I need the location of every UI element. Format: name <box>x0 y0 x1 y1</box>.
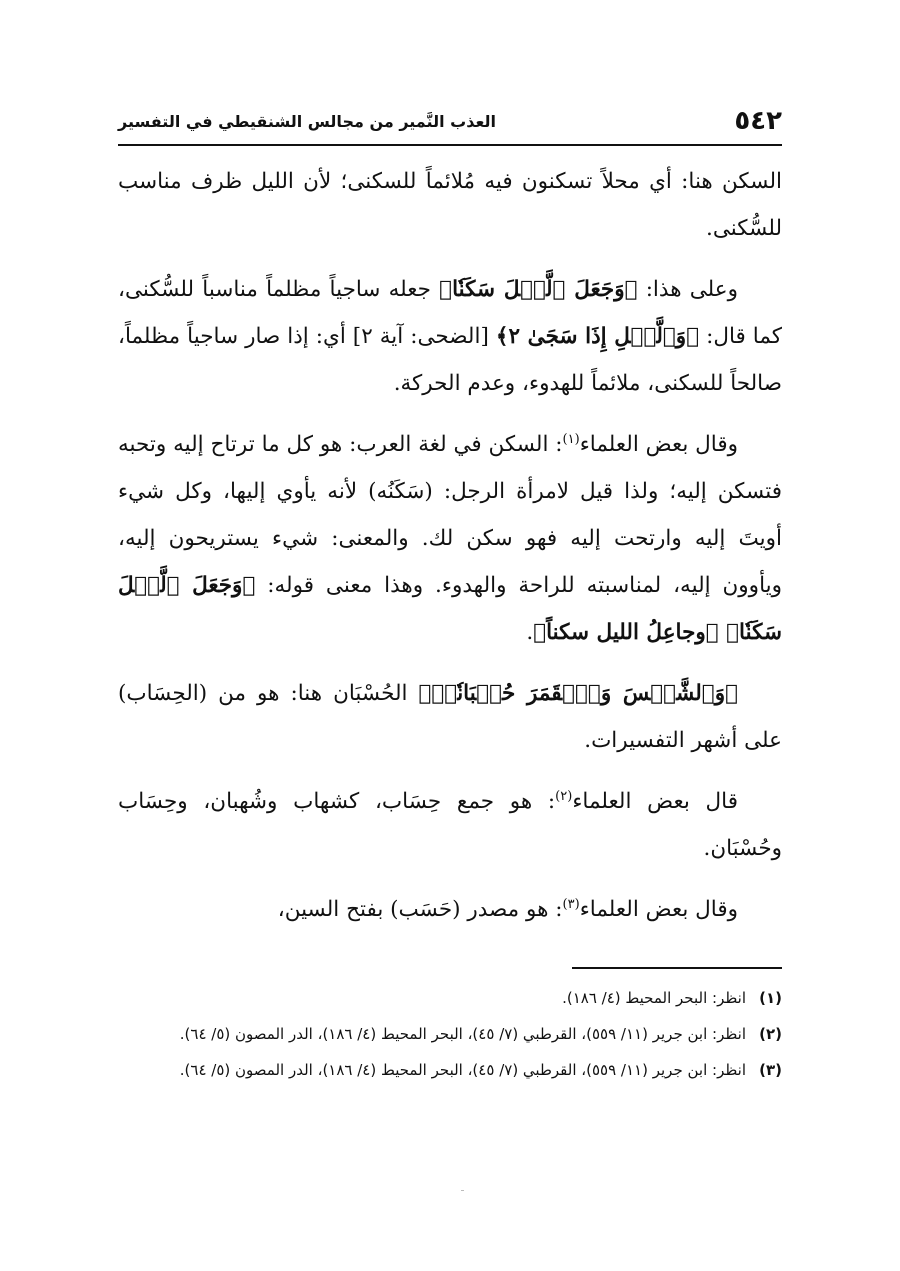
paragraph-3-end: . <box>526 620 534 645</box>
footnote-text: انظر: ابن جرير (١١/ ٥٥٩)، القرطبي (٧/ ٤٥)، البحر المحيط (٤/ ١٨٦)، الدر المصون (٥/ ٦٤). <box>179 1061 746 1079</box>
footnote-1 <box>118 982 782 1014</box>
footnote-ref-3[interactable]: (٣) <box>562 896 580 912</box>
page-header <box>118 98 782 146</box>
footnote-ref-1[interactable]: (١) <box>562 431 580 447</box>
footnote-number: (١) <box>759 989 782 1007</box>
main-text <box>118 158 782 947</box>
quran-quote: ﴿وَجَعَلَ ٱلَّيۡلَ سَكَنٗا﴾ <box>118 573 782 645</box>
footnotes <box>118 982 782 1090</box>
paragraph-5-text: : هو جمع حِسَاب، كشهاب وشُهبان، وحِسَاب وحُسْبَان. <box>118 789 782 861</box>
paragraph-4 <box>118 670 782 764</box>
paragraph-6-text: : هو مصدر (حَسَب) بفتح السين، <box>277 897 563 922</box>
page-number: ٥٤٢ <box>734 106 782 136</box>
quran-quote: ﴿وَٱلَّيۡلِ إِذَا سَجَىٰ ٢﴾ <box>495 324 700 349</box>
paragraph-5 <box>118 778 782 872</box>
paragraph-2 <box>118 266 782 407</box>
paragraph-3-text: : السكن في لغة العرب: هو كل ما ترتاح إليه وتحبه فتسكن إليه؛ ولذا قيل لامرأة الرجل: (سَكَنُه) لأنه يأوي إليها، وكل شيء أويتَ إليه وارتحت إليه فهو سكن لك. والمعنى: شيء يستريحون إليه، ويأوون إليه، لمناسبته للراحة والهدوء. وهذا معنى قوله: <box>118 432 782 598</box>
footnote-text: انظر: البحر المحيط (٤/ ١٨٦). <box>562 989 746 1007</box>
paragraph-4-text: الحُسْبَان هنا: هو من (الحِسَاب) على أشهر التفسيرات. <box>118 681 782 753</box>
footnote-3 <box>118 1054 782 1086</box>
scan-speck <box>461 1190 464 1191</box>
footnote-2 <box>118 1018 782 1050</box>
paragraph-2-tail: [الضحى: آية ٢] أي: إذا صار ساجياً مظلماً، صالحاً للسكنى، ملائماً للهدوء، وعدم الحركة. <box>118 324 782 396</box>
paragraph-1-text: السكن هنا: أي محلاً تسكنون فيه مُلائماً للسكنى؛ لأن الليل ظرف مناسب للسُّكنى. <box>118 169 782 241</box>
paragraph-5-lead: قال بعض العلماء <box>572 789 738 814</box>
footnote-number: (٣) <box>759 1061 782 1079</box>
quran-quote: ﴿وجاعِلُ الليل سكناً﴾ <box>533 620 727 645</box>
paragraph-3-lead: وقال بعض العلماء <box>579 432 738 457</box>
paragraph-2-text: جعله ساجياً مظلماً مناسباً للسُّكنى، كما قال: <box>118 277 782 349</box>
quran-quote: ﴿وَجَعَلَ ٱلَّيۡلَ سَكَنٗا﴾ <box>439 277 638 302</box>
footnote-ref-2[interactable]: (٢) <box>555 788 573 804</box>
quran-quote: ﴿وَٱلشَّمۡسَ وَٱلۡقَمَرَ حُسۡبَانٗاۚ﴾ <box>418 681 738 706</box>
footnote-text: انظر: ابن جرير (١١/ ٥٥٩)، القرطبي (٧/ ٤٥)، البحر المحيط (٤/ ١٨٦)، الدر المصون (٥/ ٦٤). <box>179 1025 746 1043</box>
paragraph-6 <box>118 886 782 933</box>
paragraph-2-lead: وعلى هذا: <box>637 277 738 302</box>
footnote-divider <box>572 967 782 969</box>
paragraph-1 <box>118 158 782 252</box>
footnote-number: (٢) <box>759 1025 782 1043</box>
running-title: العذب النَّمير من مجالس الشنقيطي في التفسير <box>118 112 496 131</box>
paragraph-3 <box>118 421 782 656</box>
paragraph-6-lead: وقال بعض العلماء <box>579 897 738 922</box>
